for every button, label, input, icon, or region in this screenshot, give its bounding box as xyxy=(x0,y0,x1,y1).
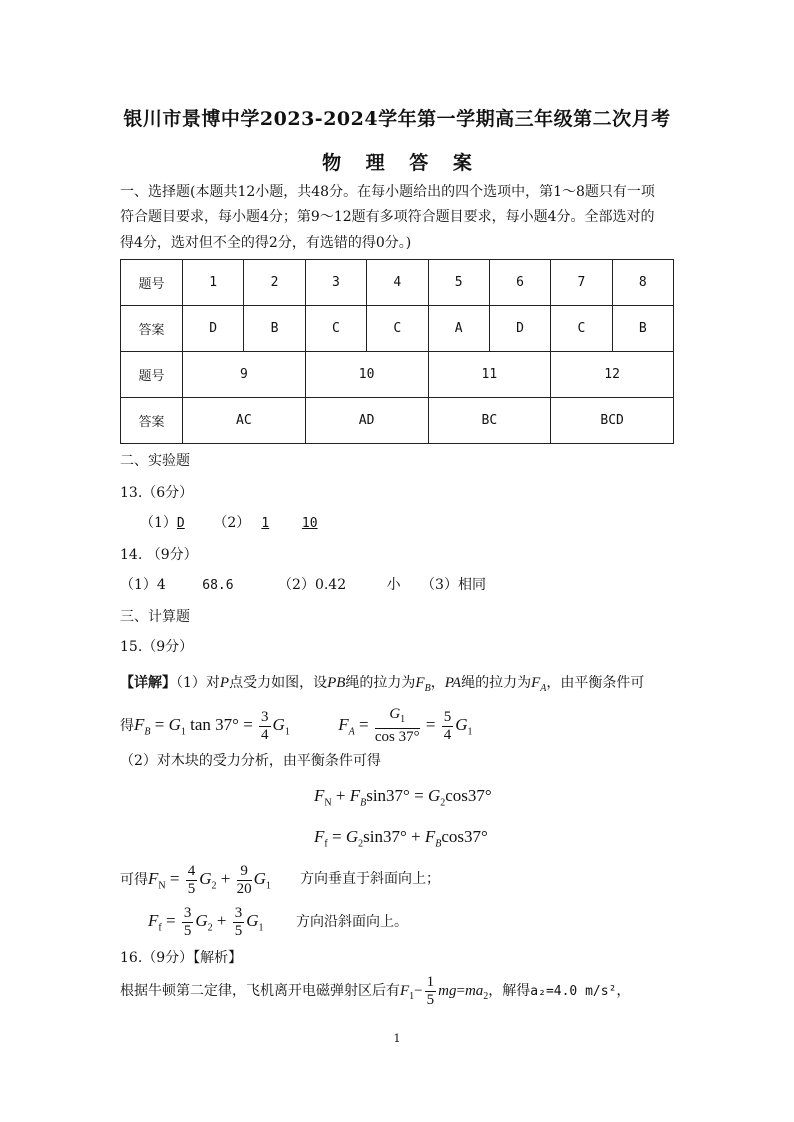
question-number: 5 xyxy=(428,260,489,306)
row-label-number: 题号 xyxy=(121,260,183,306)
detail-text: ，由平衡条件可 xyxy=(546,675,645,691)
q15-formula-line1 xyxy=(120,706,472,751)
point-p: P xyxy=(219,675,230,691)
q16-text: 根据牛顿第二定律，飞机离开电磁弹射区后有 xyxy=(120,983,400,999)
answer-table xyxy=(120,259,674,444)
question-number: 1 xyxy=(183,260,244,306)
q16-result: a₂=4.0 m/s² xyxy=(530,984,617,999)
formula-fa-symbol: $F_A$ xyxy=(531,675,547,694)
q13-part1-label: （1） xyxy=(140,515,177,531)
detail-text: 点受力如图，设 xyxy=(229,675,328,691)
q13-part2-label: （2） xyxy=(213,515,251,531)
formula-ff-result: $F_f$ = $\frac{3}{5}$ $G_2$ + $\frac{3}{5}$ $G_1$ xyxy=(148,904,264,939)
formula-fb-symbol: $F_B$ xyxy=(415,675,431,694)
q14-part3: （3）相同 xyxy=(421,577,486,593)
q15-result-fn xyxy=(120,860,271,905)
section2-heading: 二、实验题 xyxy=(120,453,190,469)
q14-part2: （2）0.42 xyxy=(278,577,347,593)
section3-heading: 三、计算题 xyxy=(120,609,190,625)
result-prefix: 可得 xyxy=(120,872,148,888)
detail-text: （1）对 xyxy=(176,675,220,691)
q14-part1: （1）4 xyxy=(120,577,166,593)
question-number: 8 xyxy=(612,260,673,306)
answer-cell: AC xyxy=(183,398,306,444)
q16-text: ，解得 xyxy=(488,983,531,999)
formula-prefix: 得 xyxy=(120,718,134,734)
q13-label: 13.（6分） xyxy=(120,485,194,501)
formula-fa: $F_A$ = $\frac{G_1}{\cos 37^\circ}$ = $\frac{5}{4}$ $G_1$ xyxy=(338,706,473,746)
detail-text: 绳的拉力为 xyxy=(345,675,416,691)
q15-direction2: 方向沿斜面向上。 xyxy=(296,914,408,930)
q14-label: 14. （9分） xyxy=(120,547,198,563)
answer-cell: BC xyxy=(428,398,551,444)
row-label-answer: 答案 xyxy=(121,398,183,444)
question-number: 2 xyxy=(244,260,305,306)
question-number: 4 xyxy=(367,260,428,306)
row-label-number: 题号 xyxy=(121,352,183,398)
q15-part2: （2）对木块的受力分析，由平衡条件可得 xyxy=(120,753,381,769)
q15-result-ff xyxy=(148,902,263,947)
table-row xyxy=(121,306,674,352)
q16-line xyxy=(120,972,630,1016)
question-number: 7 xyxy=(551,260,612,306)
table-row xyxy=(121,260,674,306)
q13-answers xyxy=(140,513,325,534)
q13-answer1: D xyxy=(176,516,185,531)
answer-cell: B xyxy=(612,306,673,352)
table-row xyxy=(121,352,674,398)
question-number: 11 xyxy=(428,352,551,398)
detail-text: 绳的拉力为 xyxy=(461,675,532,691)
section1-heading-line1: 一、选择题(本题共12小题，共48分。在每小题给出的四个选项中，第1～8题只有一项 xyxy=(120,184,655,200)
detail-text: ， xyxy=(430,675,445,691)
answer-cell: D xyxy=(183,306,244,352)
question-number: 9 xyxy=(183,352,306,398)
answer-cell: C xyxy=(367,306,428,352)
q14-value2: 小 xyxy=(386,577,401,593)
q13-answer3: 10 xyxy=(301,516,318,531)
answer-cell: BCD xyxy=(551,398,674,444)
row-label-answer: 答案 xyxy=(121,306,183,352)
section1-heading-line3: 得4分，选对但不全的得2分，有选错的得0分。) xyxy=(120,235,412,251)
page-title: 银川市景博中学2023-2024学年第一学期高三年级第二次月考 xyxy=(123,108,671,130)
detail-tag: 【详解】 xyxy=(120,675,176,691)
answer-cell: B xyxy=(244,306,305,352)
answer-cell: C xyxy=(305,306,366,352)
q15-direction1: 方向垂直于斜面向上； xyxy=(300,871,440,887)
q14-answers xyxy=(120,575,486,596)
formula-normal-balance: $F_N + F_B\sin 37^\circ = G_2\cos 37^\circ$ xyxy=(314,786,492,809)
table-row xyxy=(121,398,674,444)
question-number: 3 xyxy=(305,260,366,306)
formula-newton: $F_1-$ $\frac{1}{5}$ $mg=ma_2$ xyxy=(400,974,489,1009)
q16-text: ， xyxy=(616,983,631,999)
q15-label: 15.（9分） xyxy=(120,639,194,655)
page-number: 1 xyxy=(393,1032,401,1045)
question-number: 10 xyxy=(305,352,428,398)
answer-cell: C xyxy=(551,306,612,352)
q16-label: 16.（9分）【解析】 xyxy=(120,950,243,966)
answer-cell: AD xyxy=(305,398,428,444)
q14-value1: 68.6 xyxy=(202,578,234,593)
page-subtitle: 物 理 答 案 xyxy=(322,152,472,174)
question-number: 6 xyxy=(489,260,550,306)
rope-pa: PA xyxy=(444,675,462,691)
formula-fn-result: $F_N$ = $\frac{4}{5}$ $G_2$ + $\frac{9}{20}$ $G_1$ xyxy=(148,862,271,897)
q15-detail-line xyxy=(120,673,644,699)
answer-cell: A xyxy=(428,306,489,352)
section1-heading-line2: 符合题目要求，每小题4分；第9～12题有多项符合题目要求，每小题4分。全部选对的 xyxy=(120,209,655,225)
formula-fb: $F_B = G_1$ tan 37° = $\frac{3}{4}$ $G_1$ xyxy=(134,708,290,743)
question-number: 12 xyxy=(551,352,674,398)
q13-answer2: 1 xyxy=(261,516,270,531)
rope-pb: PB xyxy=(327,675,346,691)
formula-friction-balance: $F_f = G_2\sin 37^\circ + F_B\cos 37^\circ$ xyxy=(314,827,488,850)
answer-cell: D xyxy=(489,306,550,352)
